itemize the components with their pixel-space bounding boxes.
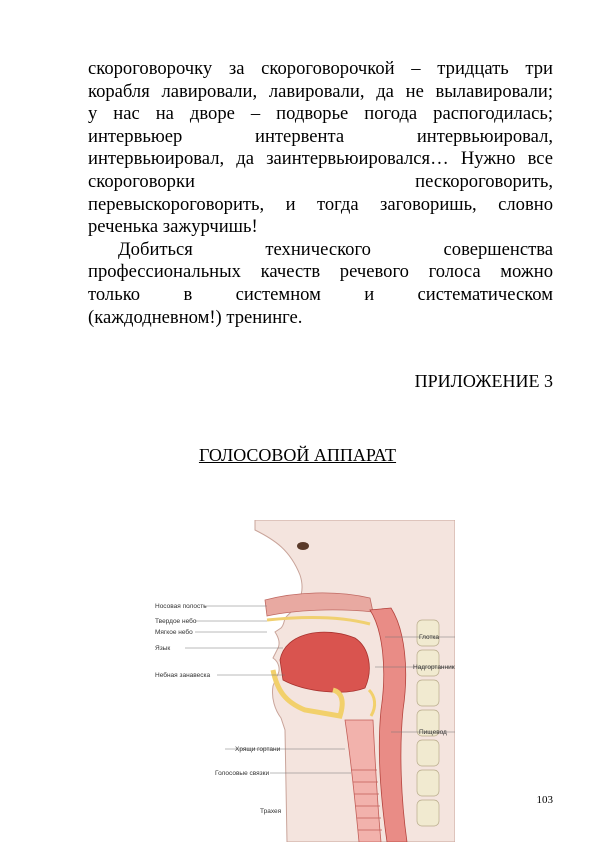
section-title: ГОЛОСОВОЙ АППАРАТ [198,445,397,465]
body-line: у нас на дворе – подворье погода распогодилась; [88,103,553,125]
label-vocal-cords: Голосовые связки [215,770,270,777]
label-tongue: Язык [155,645,171,652]
label-pharynx: Глотка [418,634,440,641]
appendix-label: ПРИЛОЖЕНИЕ 3 [414,371,553,391]
spine-shape [417,620,439,826]
body-line: (каждодневном!) тренинге. [88,306,303,328]
vocal-apparatus-figure [155,520,455,842]
anatomy-illustration [155,520,455,842]
label-nasal-cavity: Носовая полость [155,603,207,610]
body-line: только в системном и систематическом [88,283,553,305]
page-number: 103 [536,794,553,806]
tongue-shape [280,632,369,692]
body-line: Добиться технического совершенства [118,238,553,260]
body-line: реченька зажурчишь! [88,216,258,238]
body-line: перевыскороговорить, и тогда заговоришь, словно [88,193,553,215]
body-line: интервьюировал, да заинтервьюировался… Нужно все [88,148,553,170]
body-text [88,58,553,329]
label-larynx-cartilage: Хрящи гортани [235,746,281,753]
label-velum: Небная занавеска [155,672,211,679]
body-line: скороговорки пескороговорить, [88,170,553,192]
label-trachea: Трахея [260,808,282,815]
label-hard-palate: Твердое небо [155,618,197,625]
eye-shape [297,542,309,550]
body-line: корабля лавировали, лавировали, да не вылавировали; [88,80,553,102]
label-soft-palate: Мягкое небо [155,629,193,636]
label-epiglottis: Надгортанник [413,664,455,671]
body-line: интервьюер интервента интервьюировал, [88,125,553,147]
label-esophagus: Пищевод [419,729,447,736]
body-line: профессиональных качеств речевого голоса можно [88,261,553,283]
body-line: скороговорочку за скороговорочкой – тридцать три [88,58,553,79]
